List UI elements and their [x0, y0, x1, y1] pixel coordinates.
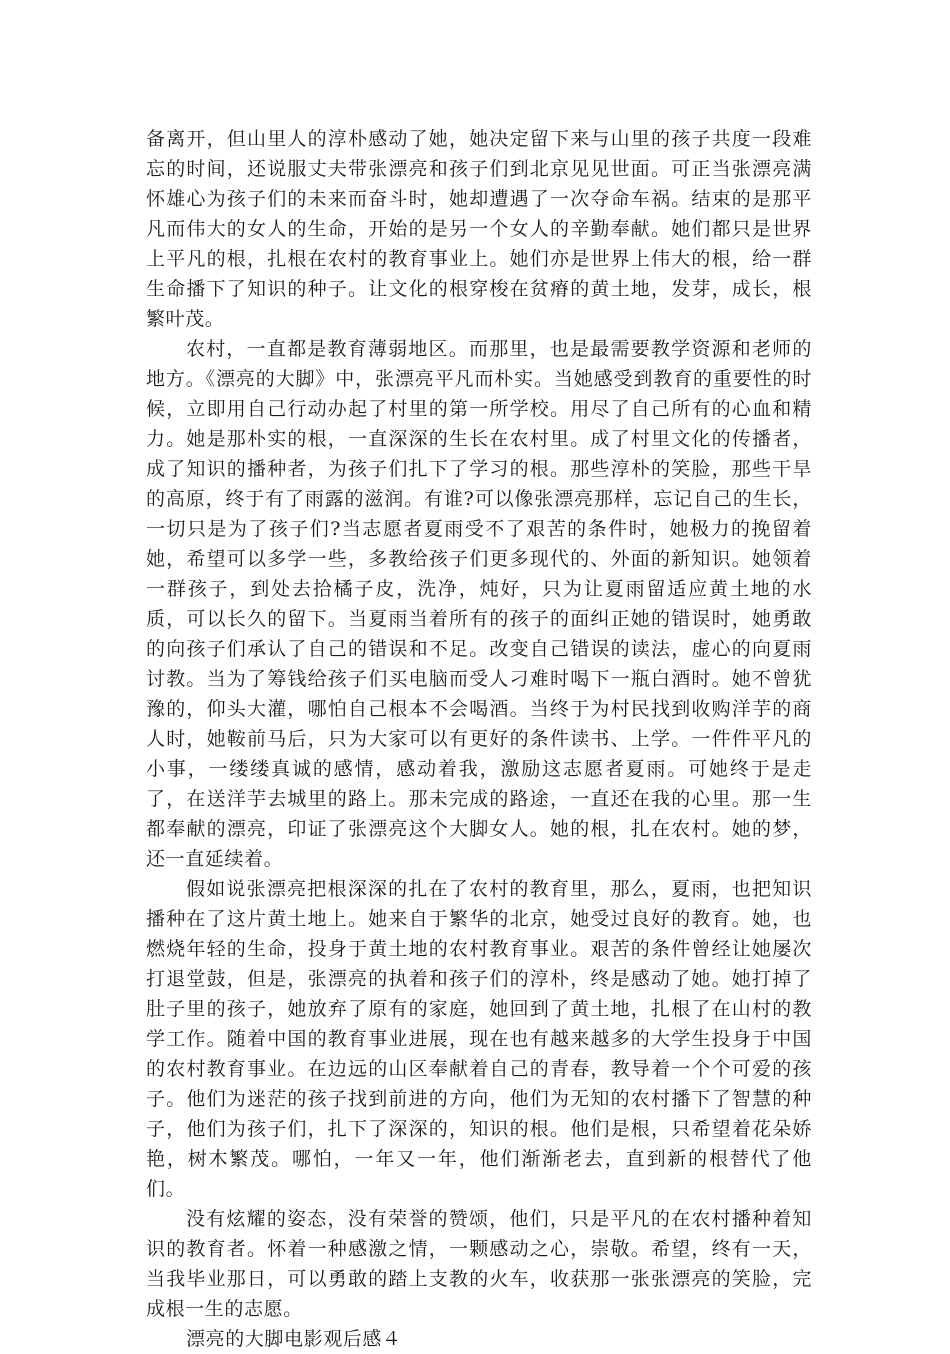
paragraph-4: 没有炫耀的姿态，没有荣誉的赞颂，他们，只是平凡的在农村播种着知识的教育者。怀着一种感激之情，一颗感动之心，崇敬。希望，终有一天，当我毕业那日，可以勇敢的踏上支教的火车，收获那一张张漂亮的笑脸，完成根一生的志愿。: [146, 1208, 812, 1320]
paragraph-3: 假如说张漂亮把根深深的扎在了农村的教育里，那么，夏雨，也把知识播种在了这片黄土地上。她来自于繁华的北京，她受过良好的教育。她，也燃烧年轻的生命，投身于黄土地的农村教育事业。艰苦的条件曾经让她屡次打退堂鼓，但是，张漂亮的执着和孩子们的淳朴，终是感动了她。她打掉了肚子里的孩子，她放弃了原有的家庭，她回到了黄土地，扎根了在山村的教学工作。随着中国的教育事业进展，现在也有越来越多的大学生投身于中国的农村教育事业。在边远的山区奉献着自己的青春，教导着一个个可爱的孩子。他们为迷茫的孩子找到前进的方向，他们为无知的农村播下了智慧的种子，他们为孩子们，扎下了深深的，知识的根。他们是根，只希望着花朵娇艳，树木繁茂。哪怕，一年又一年，他们渐渐老去，直到新的根替代了他们。: [146, 878, 812, 1200]
paragraph-2: 农村，一直都是教育薄弱地区。而那里，也是最需要教学资源和老师的地方。《漂亮的大脚》中，张漂亮平凡而朴实。当她感受到教育的重要性的时候，立即用自己行动办起了村里的第一所学校。用尽了自己所有的心血和精力。她是那朴实的根，一直深深的生长在农村里。成了村里文化的传播者，成了知识的播种者，为孩子们扎下了学习的根。那些淳朴的笑脸，那些干旱的高原，终于有了雨露的滋润。有谁?可以像张漂亮那样，忘记自己的生长，一切只是为了孩子们?当志愿者夏雨受不了艰苦的条件时，她极力的挽留着她，希望可以多学一些，多教给孩子们更多现代的、外面的新知识。她领着一群孩子，到处去拾橘子皮，洗净，炖好，只为让夏雨留适应黄土地的水质，可以长久的留下。当夏雨当着所有的孩子的面纠正她的错误时，她勇敢的向孩子们承认了自己的错误和不足。改变自己错误的读法，虚心的向夏雨讨教。当为了筹钱给孩子们买电脑而受人刁难时喝下一瓶白酒时。她不曾犹豫的，仰头大灌，哪怕自己根本不会喝酒。当终于为村民找到收购洋芋的商人时，她鞍前马后，只为大家可以有更好的条件读书、上学。一件件平凡的小事，一缕缕真诚的感情，感动着我，激励这志愿者夏雨。可她终于是走了，在送洋芋去城里的路上。那未完成的路途，一直还在我的心里。那一生都奉献的漂亮，印证了张漂亮这个大脚女人。她的根，扎在农村。她的梦，还一直延续着。: [146, 338, 812, 870]
document-body: [146, 124, 812, 1354]
paragraph-1: 备离开，但山里人的淳朴感动了她，她决定留下来与山里的孩子共度一段难忘的时间，还说服丈夫带张漂亮和孩子们到北京见见世面。可正当张漂亮满怀雄心为孩子们的未来而奋斗时，她却遭遇了一次夺命车祸。结束的是那平凡而伟大的女人的生命，开始的是另一个女人的辛勤奉献。她们都只是世界上平凡的根，扎根在农村的教育事业上。她们亦是世界上伟大的根，给一群生命播下了知识的种子。让文化的根穿梭在贫瘠的黄土地，发芽，成长，根繁叶茂。: [146, 128, 812, 330]
section-heading: 漂亮的大脚电影观后感４: [186, 1328, 402, 1350]
